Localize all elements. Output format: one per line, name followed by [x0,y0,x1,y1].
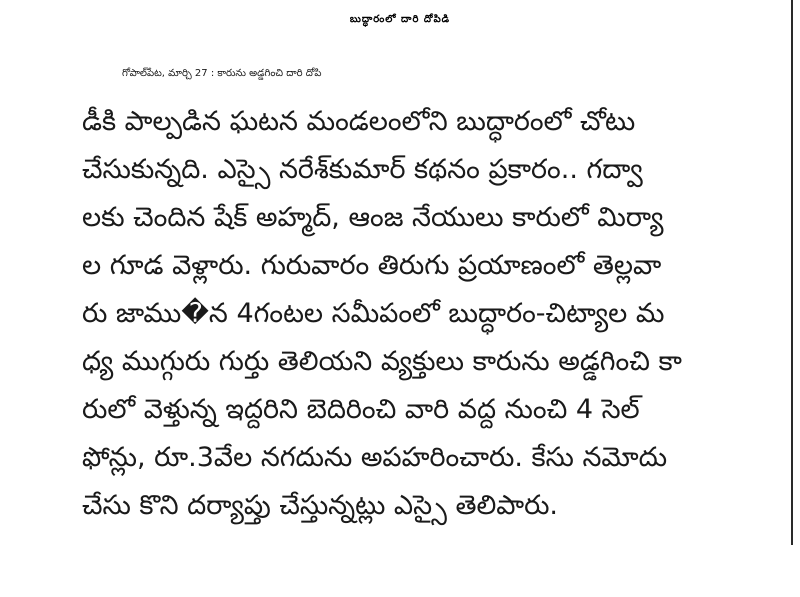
article-line: గోపాల్‌పేట, మార్చి 27 : కారును అడ్డగించి దారి దోపి [122,68,322,79]
article-headline: బుద్ధారంలో దారి దోపిడి [349,14,451,25]
article-line: చేసుకున్నది. ఎస్సై నరేశ్‌కుమార్ కథనం ప్రకారం.. గద్వా [82,154,643,185]
blank-margin [0,545,800,597]
article-line: ల గూడ వెళ్లారు. గురువారం తిరుగు ప్రయాణంలో తెల్లవా [82,250,662,281]
article-line: రులో వెళ్తున్న ఇద్దరిని బెదిరించి వారి వద్ద నుంచి 4 సెల్ [82,394,640,425]
article-line: ధ్య ముగ్గురు గుర్తు తెలియని వ్యక్తులు కారును అడ్డగించి కా [82,346,682,377]
article-line: డీకి పాల్పడిన ఘటన మండలంలోని బుద్ధారంలో చోటు [82,106,636,137]
article-line: ఫోన్లు, రూ.3వేల నగదును అపహరించారు. కేసు నమోదు [82,442,668,473]
article-line: లకు చెందిన షేక్ అహ్మద్, ఆంజ నేయులు కారులో మిర్యా [82,202,664,233]
column-divider [791,0,793,545]
article-line: చేసు కొని దర్యాప్తు చేస్తున్నట్లు ఎస్సై తెలిపారు. [82,490,559,521]
article-line: రు జాము�న 4గంటల సమీపంలో బుద్ధారం-చిట్యాల మ [82,298,665,329]
article-body [82,50,782,530]
